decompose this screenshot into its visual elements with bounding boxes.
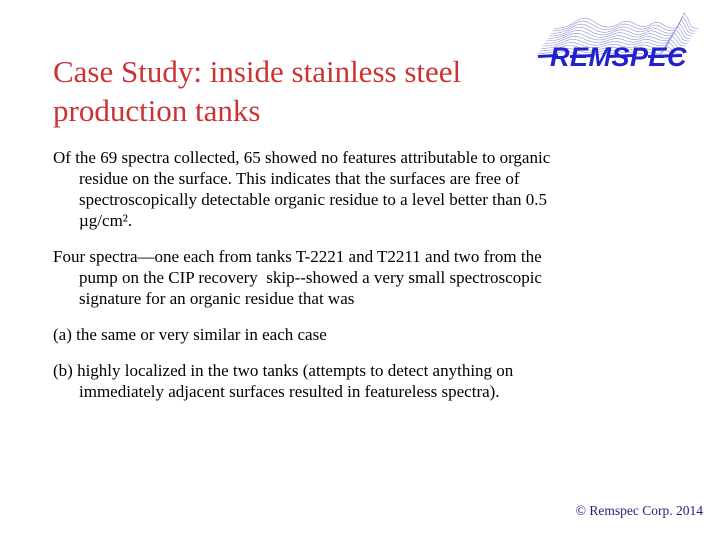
text-line: residue on the surface. This indicates that the surfaces are free of (79, 169, 520, 188)
text-line: signature for an organic residue that was (79, 289, 355, 308)
text-line: pump on the CIP recovery skip--showed a very small spectroscopic (79, 268, 542, 287)
copyright-notice: © Remspec Corp. 2014 (575, 503, 703, 518)
text-line: spectroscopically detectable organic residue to a level better than 0.5 (79, 190, 547, 209)
text-line: immediately adjacent surfaces resulted in featureless spectra). (79, 382, 500, 401)
list-item-a (53, 324, 653, 345)
remspec-logo-text: REMSPEC (550, 42, 688, 72)
remspec-logo (536, 0, 720, 84)
paragraph (53, 147, 653, 231)
text-line: Of the 69 spectra collected, 65 showed no features attributable to organic (53, 148, 551, 167)
text-line: Four spectra—one each from tanks T-2221 and T2211 and two from the (53, 247, 542, 266)
paragraph (53, 246, 653, 309)
text-line: µg/cm². (79, 211, 133, 230)
body-text (53, 147, 653, 417)
text-line: (a) the same or very similar in each case (53, 325, 327, 344)
list-item-b (53, 360, 653, 402)
text-line: (b) highly localized in the two tanks (attempts to detect anything on (53, 361, 514, 380)
title-line: Case Study: inside stainless steel (53, 54, 462, 89)
title-line: production tanks (53, 93, 261, 128)
slide-title (53, 52, 533, 130)
